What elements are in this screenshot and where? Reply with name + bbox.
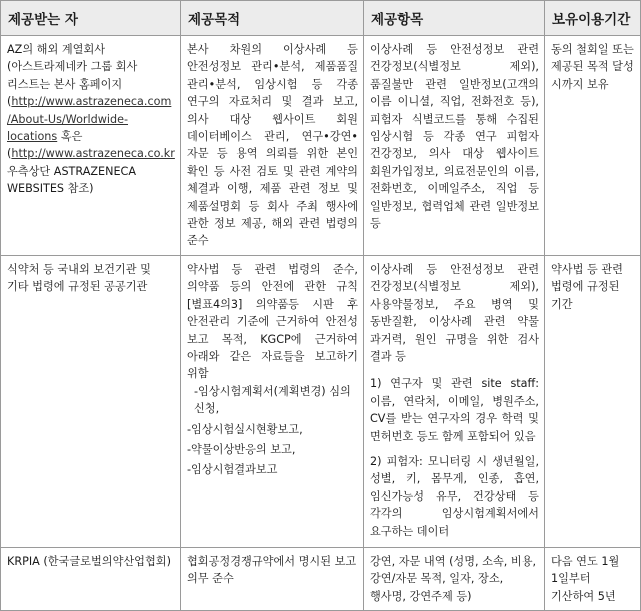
recipient-cell: 식약처 등 국내외 보건기관 및 기타 법령에 규정된 공공기관: [1, 255, 181, 547]
purpose-cell: 협회공정경쟁규약에서 명시된 보고 의무 준수: [181, 547, 364, 610]
recipient-text-suffix: 우측상단 ASTRAZENECA WEBSITES 참조): [7, 164, 136, 196]
table-row: [1, 36, 641, 256]
recipient-text-mid: 혹은 (: [7, 130, 83, 161]
recipient-cell: [1, 36, 181, 256]
period-cell: 동의 철회일 또는 제공된 목적 달성 시까지 보유: [545, 36, 641, 256]
items-subject: 2) 피험자: 모니터링 시 생년월일, 성별, 키, 몸무게, 인종, 흡연, 임신가능성 유무, 건강상태 등 각각의 임상시험계획서에서 요구하는 데이터: [370, 454, 539, 538]
recipient-text-prefix: AZ의 해외 계열회사(아스트라제네카 그룹 회사 리스트는 본사 홈페이지(: [7, 43, 138, 109]
recipient-cell: KRPIA (한국글로벌의약산업협회): [1, 547, 181, 610]
purpose-cell: 본사 차원의 이상사례 등 안전성정보 관리•분석, 제품품질 관리•분석, 임상시험 등 각종 연구의 자료처리 및 결과 보고, 의사 대상 웹사이트 회원 데이터베이스 관리, 연구•강연•자문 등 용역 의뢰를 위한 본인 확인 등 사전 검토 및 관련 계약의 체결과 이행, 제품 관련 정보 및 제품설명회 등 회사 주최 행사에 관한 정보 제공, 해외 관련 법령의 준수: [181, 36, 364, 256]
purpose-list-item: -임상시험계획서(계획변경) 심의 신청,: [194, 384, 351, 416]
period-cell: 다음 연도 1월 1일부터 기산하여 5년: [545, 547, 641, 610]
purpose-list-item: -약물이상반응의 보고,: [187, 442, 296, 456]
header-purpose: 제공목적: [181, 1, 364, 36]
items-researcher: 1) 연구자 및 관련 site staff: 이름, 연락처, 이메일, 병원주소, CV를 받는 연구자의 경우 학력 및 면허번호 등도 함께 포함되어 있음: [370, 377, 539, 443]
astrazeneca-global-link[interactable]: http://www.astrazeneca.com/About-Us/Worldwide-locations: [7, 95, 172, 144]
header-recipient: 제공받는 자: [1, 1, 181, 36]
header-row: [1, 1, 641, 36]
header-items: 제공항목: [364, 1, 545, 36]
astrazeneca-korea-link[interactable]: http://www.astrazeneca.co.kr: [11, 147, 175, 161]
items-intro: 이상사례 등 안전성정보 관련 건강정보(식별정보 제외), 사용약물정보, 주요 병역 및 동반질환, 이상사례 관련 약물 과거력, 원인 규명을 위한 검사 결과 등: [370, 262, 539, 363]
purpose-list-item: -임상시험실시현황보고,: [187, 422, 303, 436]
purpose-intro: 약사법 등 관련 법령의 준수, 의약품 등의 안전에 관한 규칙[별표4의3] 의약품등 시판 후 안전관리 기준에 근거하여 안전성 보고 목적, KGCP에 근거하여 아래와 같은 자료들을 보고하기 위함: [187, 262, 358, 381]
header-period: 보유이용기간: [545, 1, 641, 36]
items-cell: 이상사례 등 안전성정보 관련 건강정보(식별정보 제외), 품질불만 관련 일반정보(고객의 이름 이니셜, 직업, 전화전호 등), 피험자 식별코드를 통해 수집된 임상시험 등 각종 연구 피험자 건강정보, 의사 대상 웹사이트 회원가입정보, 의료전문인의 이름, 전화번호, 이메일주소, 직업 등 일반정보, 협력업체 관련 일반정보 등: [364, 36, 545, 256]
items-cell: [364, 255, 545, 547]
period-cell: 약사법 등 관련 법령에 규정된 기간: [545, 255, 641, 547]
items-cell: 강연, 자문 내역 (성명, 소속, 비용, 강연/자문 목적, 일자, 장소, 행사명, 강연주제 등): [364, 547, 545, 610]
table-row: [1, 547, 641, 610]
purpose-cell: [181, 255, 364, 547]
table-row: [1, 255, 641, 547]
purpose-list-item: -임상시험결과보고: [187, 463, 278, 477]
